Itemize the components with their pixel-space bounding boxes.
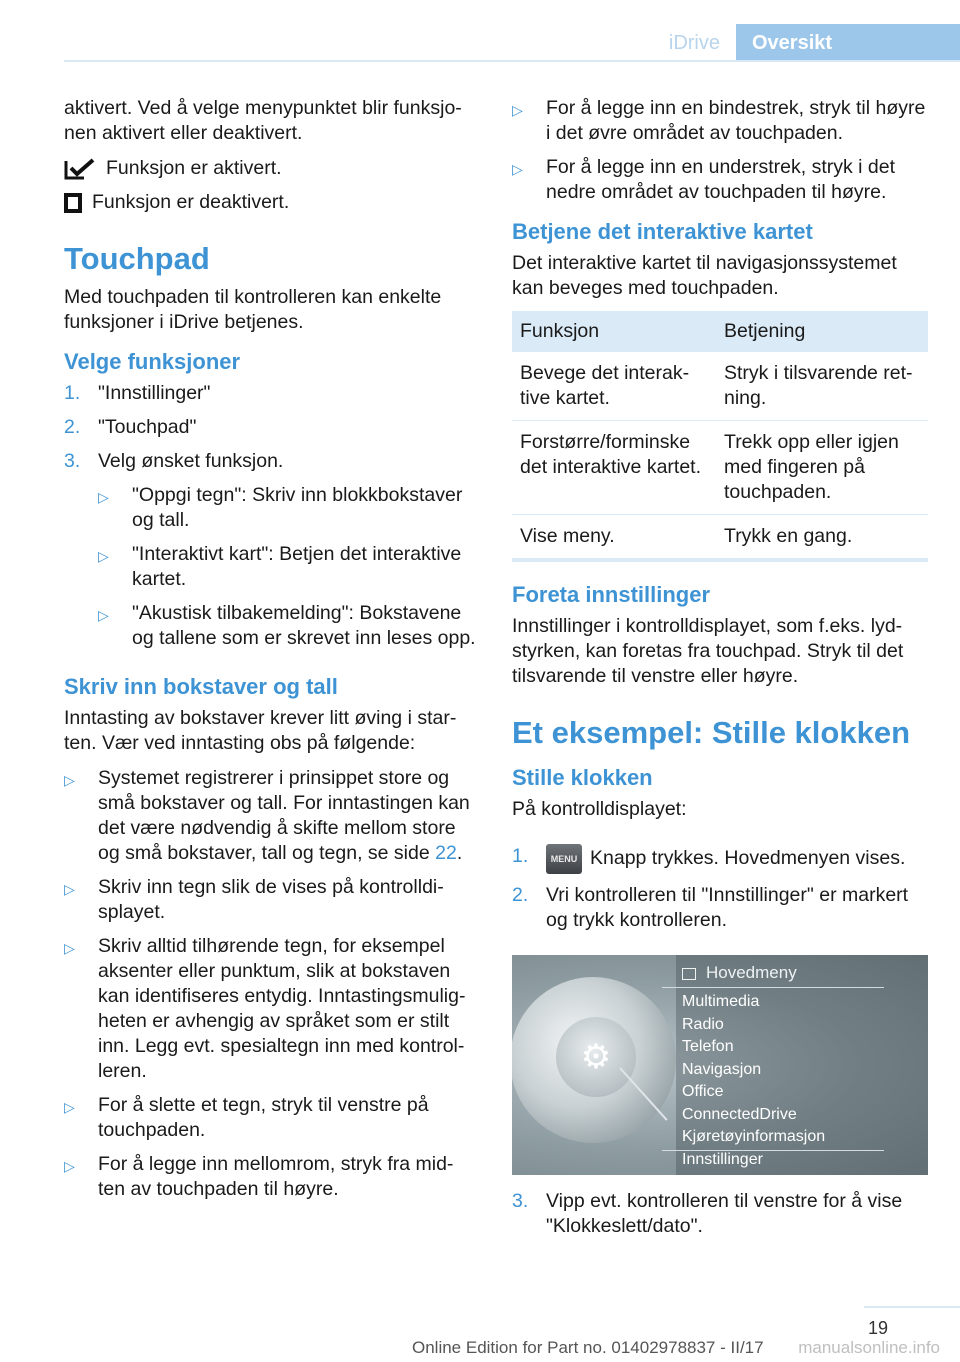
triangle-bullet-icon: ▷ [64, 881, 75, 897]
menu-item: Kjøretøyinformasjon [682, 1128, 826, 1145]
list-item: ▷ For å slette et tegn, stryk til venstre på touchpaden. [64, 1094, 429, 1141]
list-item: 2. "Touchpad" [64, 416, 197, 438]
divider [662, 987, 884, 988]
touchpad-heading: Touchpad [64, 241, 210, 276]
velge-steps [64, 381, 480, 660]
table-cell: Vise meny. [512, 515, 716, 561]
checkbox-empty-icon [64, 193, 82, 213]
list-item: ▷ Skriv alltid tilhørende tegn, for eksempel aksenter eller punktum, slik at bokstaven kan identifiseres entydig. Inntastingsmulig‐heten er avhengig av språket som er stilt inn. Legg evt. spesialtegn inn med kontrol‐leren. [64, 935, 466, 1082]
table-header-row [512, 311, 928, 352]
foreta-heading: Foreta innstillinger [512, 582, 711, 607]
settings-gear-icon: ⚙ [556, 1017, 636, 1097]
menu-item: Multimedia [682, 993, 760, 1010]
menu-item: Office [682, 1083, 724, 1100]
sub-options [98, 483, 480, 660]
menu-item: Innstillinger [682, 1150, 763, 1168]
checkbox-checked-icon [64, 158, 96, 180]
menu-item: Navigasjon [682, 1060, 762, 1078]
table-header-cell: Funksjon [512, 311, 716, 352]
screen-menu-items [682, 991, 825, 1171]
triangle-bullet-icon: ▷ [512, 102, 523, 118]
kart-heading: Betjene det interaktive kartet [512, 219, 813, 244]
menu-item: Radio [682, 1015, 724, 1033]
right-column [512, 96, 928, 1248]
triangle-bullet-icon: ▷ [64, 1099, 75, 1115]
list-item: ▷ "Oppgi tegn": Skriv inn blokkbokstaver og tall. [98, 484, 463, 531]
triangle-bullet-icon: ▷ [64, 1158, 75, 1174]
page-number: 19 [867, 1318, 888, 1338]
triangle-bullet-icon: ▷ [64, 772, 75, 788]
triangle-bullet-icon: ▷ [64, 940, 75, 956]
footer-rule [864, 1306, 960, 1308]
table-row [512, 421, 928, 515]
menu-item: Telefon [682, 1038, 734, 1055]
list-item: 1. "Innstillinger" [64, 382, 211, 404]
list-item: 3. Vipp evt. kontrolleren til venstre for å vise "Klokkeslett/dato". [512, 1190, 903, 1237]
triangle-bullet-icon: ▷ [98, 607, 109, 623]
watermark: manualsonline.info [798, 1338, 940, 1357]
divider [662, 1150, 884, 1151]
header-tab: Oversikt [736, 24, 960, 60]
list-item: ▷ Systemet registrerer i prinsippet store og små bokstaver og tall. For inntastingen kan det være nødvendig å skifte mellom store og små bokstaver, tall og tegn, se side 22. [64, 767, 470, 864]
stille-step3 [512, 1189, 928, 1239]
kart-text: Det interaktive kartet til navigasjonssystemet kan beveges med touchpaden. [512, 252, 897, 299]
stille-heading: Stille klokken [512, 765, 653, 790]
list-item: ▷ For å legge inn mellomrom, stryk fra mid‐ten av touchpaden til høyre. [64, 1153, 454, 1200]
status-on-text: Funksjon er aktivert. [106, 157, 282, 179]
touchpad-text: Med touchpaden til kontrolleren kan enkelte funksjoner i iDrive betjenes. [64, 286, 442, 333]
list-item: ▷ For å legge inn en bindestrek, stryk til høyre i det øvre området av touchpaden. [512, 97, 926, 144]
operations-table [512, 311, 928, 562]
list-item: 3. Velg ønsket funksjon. ▷ "Oppgi tegn": Skriv inn blokkbokstaver og tall. ▷ "Interaktivt kart": Betjen det interaktive kartet. ▷ "Akustisk tilbakemelding": Bokstavene og tallene som er skrevet inn leses opp. [64, 449, 480, 660]
list-item: 1. MENU Knapp trykkes. Hovedmenyen vises. [512, 844, 928, 874]
table-cell: Trykk en gang. [716, 515, 928, 561]
list-item: ▷ "Akustisk tilbakemelding": Bokstavene og tallene som er skrevet inn leses opp. [98, 602, 476, 649]
triangle-bullet-icon: ▷ [98, 548, 109, 564]
menu-button-icon: MENU [546, 844, 582, 874]
eksempel-heading: Et eksempel: Stille klokken [512, 715, 911, 750]
screen-title: Hovedmeny [682, 963, 797, 983]
list-item: ▷ "Interaktivt kart": Betjen det interaktive kartet. [98, 543, 462, 590]
status-off-text: Funksjon er deaktivert. [92, 191, 290, 213]
table-cell: Trekk opp eller igjen med fingeren på touchpaden. [716, 421, 928, 515]
header-rule [64, 60, 960, 62]
table-cell: Forstørre/forminske det interaktive kartet. [512, 421, 716, 515]
edition-text: Online Edition for Part no. 01402978837 - II/17 [412, 1338, 764, 1357]
triangle-bullet-icon: ▷ [98, 489, 109, 505]
header-section: iDrive [668, 32, 720, 54]
table-cell: Stryk i tilsvarende ret‐ning. [716, 352, 928, 421]
stille-text: På kontrolldisplayet: [512, 798, 687, 820]
menu-list-icon [682, 968, 696, 980]
velge-heading: Velge funksjoner [64, 349, 241, 374]
skriv-heading: Skriv inn bokstaver og tall [64, 674, 338, 699]
list-item: ▷ For å legge inn en understrek, stryk i det nedre området av touchpaden til høyre. [512, 156, 896, 203]
list-item: 2. Vri kontrolleren til "Innstillinger" er markert og trykk kontrolleren. [512, 884, 909, 931]
skriv-text: Inntasting av bokstaver krever litt øving i star‐ten. Vær ved inntasting obs på følgende: [64, 707, 457, 754]
page-link[interactable]: 22 [435, 842, 457, 864]
table-row [512, 352, 928, 421]
status-off-row [64, 190, 480, 215]
triangle-bullet-icon: ▷ [512, 161, 523, 177]
page-header [64, 24, 960, 62]
main-menu-screenshot [512, 955, 928, 1175]
right-tips [512, 96, 928, 205]
table-cell: Bevege det interak‐tive kartet. [512, 352, 716, 421]
skriv-tips [64, 766, 480, 1202]
table-row [512, 515, 928, 561]
foreta-text: Innstillinger i kontrolldisplayet, som f.eks. lyd‐styrken, kan foretas fra touchpad. Stryk til det tilsvarende til venstre eller høyre. [512, 615, 904, 687]
menu-item: ConnectedDrive [682, 1105, 797, 1123]
table-header-cell: Betjening [716, 311, 928, 352]
stille-steps [512, 844, 928, 933]
intro-text: aktivert. Ved å velge menypunktet blir funksjo‐nen aktivert eller deaktivert. [64, 97, 462, 144]
left-column [64, 96, 480, 1211]
list-item: ▷ Skriv inn tegn slik de vises på kontrolldi‐splayet. [64, 876, 444, 923]
status-on-row [64, 156, 480, 181]
